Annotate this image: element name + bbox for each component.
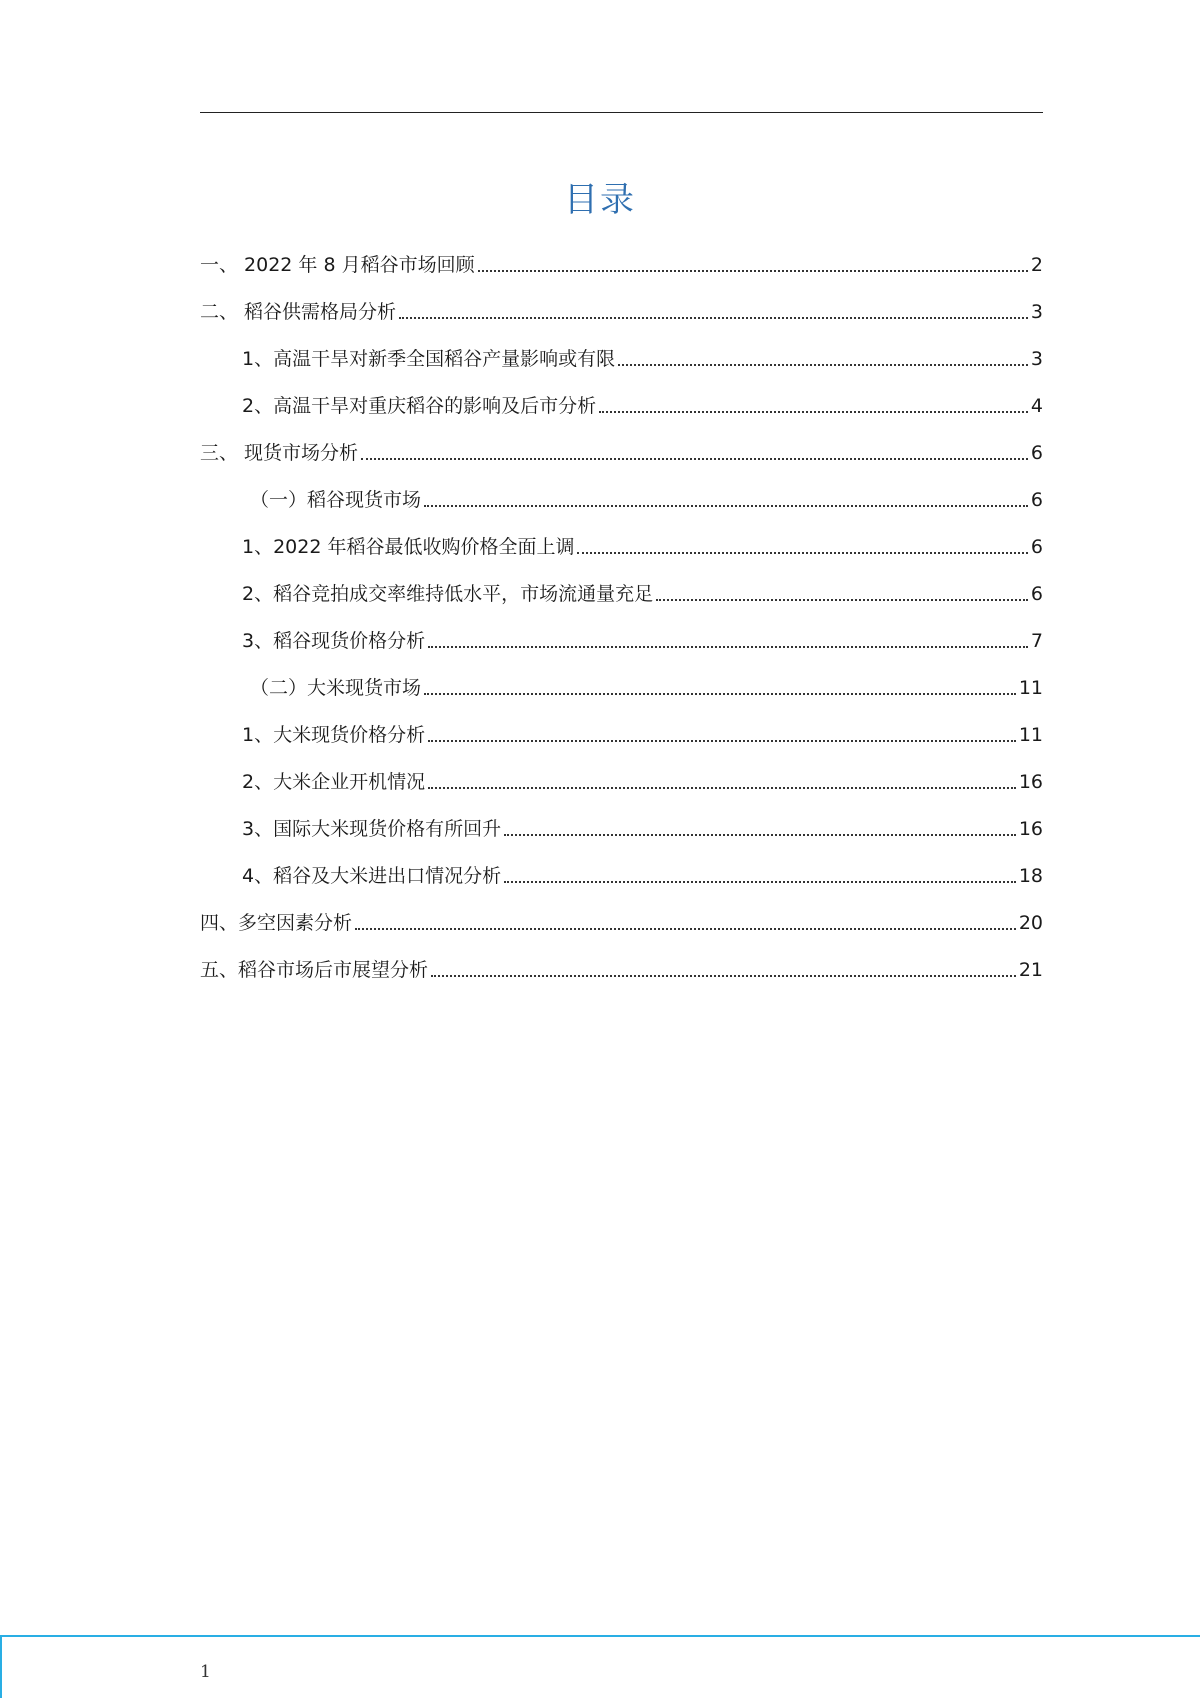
toc-leader-dots <box>599 411 1028 413</box>
toc-entry-page: 11 <box>1018 677 1043 699</box>
toc-leader-dots <box>618 364 1028 366</box>
toc-entry-label: 1、2022 年稻谷最低收购价格全面上调 <box>242 536 575 558</box>
toc-leader-dots <box>656 599 1028 601</box>
toc-leader-dots <box>424 693 1016 695</box>
toc-entry[interactable] <box>250 467 1043 513</box>
toc-leader-dots <box>424 505 1028 507</box>
toc-leader-dots <box>504 881 1016 883</box>
toc-leader-dots <box>428 787 1016 789</box>
toc-entry[interactable] <box>242 326 1043 372</box>
toc-entry-page: 6 <box>1030 536 1043 558</box>
toc-entry-label: （一）稻谷现货市场 <box>250 489 422 511</box>
toc-entry[interactable] <box>242 373 1043 419</box>
toc-entry[interactable] <box>250 655 1043 701</box>
toc-entry[interactable] <box>242 843 1043 889</box>
toc-entry-label: （二）大米现货市场 <box>250 677 422 699</box>
toc-entry-label: 1、大米现货价格分析 <box>242 724 426 746</box>
toc-entry-label: 二、 稻谷供需格局分析 <box>200 301 397 323</box>
toc-leader-dots <box>577 552 1027 554</box>
toc-entry-label: 1、高温干旱对新季全国稻谷产量影响或有限 <box>242 348 616 370</box>
toc-title: 目录 <box>564 180 636 220</box>
toc-entry[interactable] <box>200 420 1043 466</box>
footer-edge-line <box>0 1635 2 1698</box>
toc-entry-label: 2、稻谷竞拍成交率维持低水平，市场流通量充足 <box>242 583 654 605</box>
toc-leader-dots <box>478 270 1028 272</box>
header-rule <box>200 112 1043 113</box>
toc-leader-dots <box>504 834 1016 836</box>
toc-entry-page: 7 <box>1030 630 1043 652</box>
toc-entry-page: 11 <box>1018 724 1043 746</box>
toc-entry-label: 4、稻谷及大米进出口情况分析 <box>242 865 502 887</box>
toc-entry-label: 四、多空因素分析 <box>200 912 353 934</box>
toc-entry-label: 2、高温干旱对重庆稻谷的影响及后市分析 <box>242 395 597 417</box>
page-number: 1 <box>200 1662 211 1682</box>
toc-entry-page: 3 <box>1030 348 1043 370</box>
toc-entry[interactable] <box>200 279 1043 325</box>
toc-entry-page: 16 <box>1018 818 1043 840</box>
toc-entry-page: 3 <box>1030 301 1043 323</box>
toc-entry-page: 18 <box>1018 865 1043 887</box>
toc-leader-dots <box>431 975 1016 977</box>
toc-entry-page: 20 <box>1018 912 1043 934</box>
toc-entry-page: 2 <box>1030 254 1043 276</box>
toc-entry-label: 三、 现货市场分析 <box>200 442 359 464</box>
toc-leader-dots <box>355 928 1016 930</box>
toc-entry[interactable] <box>242 702 1043 748</box>
toc-entry[interactable] <box>242 796 1043 842</box>
toc-entry[interactable] <box>242 749 1043 795</box>
toc-entry-page: 6 <box>1030 489 1043 511</box>
toc-entry-label: 五、稻谷市场后市展望分析 <box>200 959 429 981</box>
toc-entry-page: 21 <box>1018 959 1043 981</box>
toc-entry[interactable] <box>242 561 1043 607</box>
toc-entry[interactable] <box>242 514 1043 560</box>
toc-leader-dots <box>428 646 1028 648</box>
toc-entry-label: 2、大米企业开机情况 <box>242 771 426 793</box>
toc-entry[interactable] <box>242 608 1043 654</box>
toc-leader-dots <box>399 317 1028 319</box>
footer-rule <box>0 1635 1200 1637</box>
toc-entry-page: 6 <box>1030 583 1043 605</box>
toc-entry-label: 一、 2022 年 8 月稻谷市场回顾 <box>200 254 475 276</box>
toc-entry-label: 3、国际大米现货价格有所回升 <box>242 818 502 840</box>
toc-entry[interactable] <box>200 937 1043 983</box>
toc-entry-page: 4 <box>1030 395 1043 417</box>
toc-entry-label: 3、稻谷现货价格分析 <box>242 630 426 652</box>
toc-entry[interactable] <box>200 890 1043 936</box>
toc-entry-page: 16 <box>1018 771 1043 793</box>
toc-leader-dots <box>361 458 1028 460</box>
toc-entry-page: 6 <box>1030 442 1043 464</box>
toc-leader-dots <box>428 740 1016 742</box>
toc-entry[interactable] <box>200 232 1043 278</box>
